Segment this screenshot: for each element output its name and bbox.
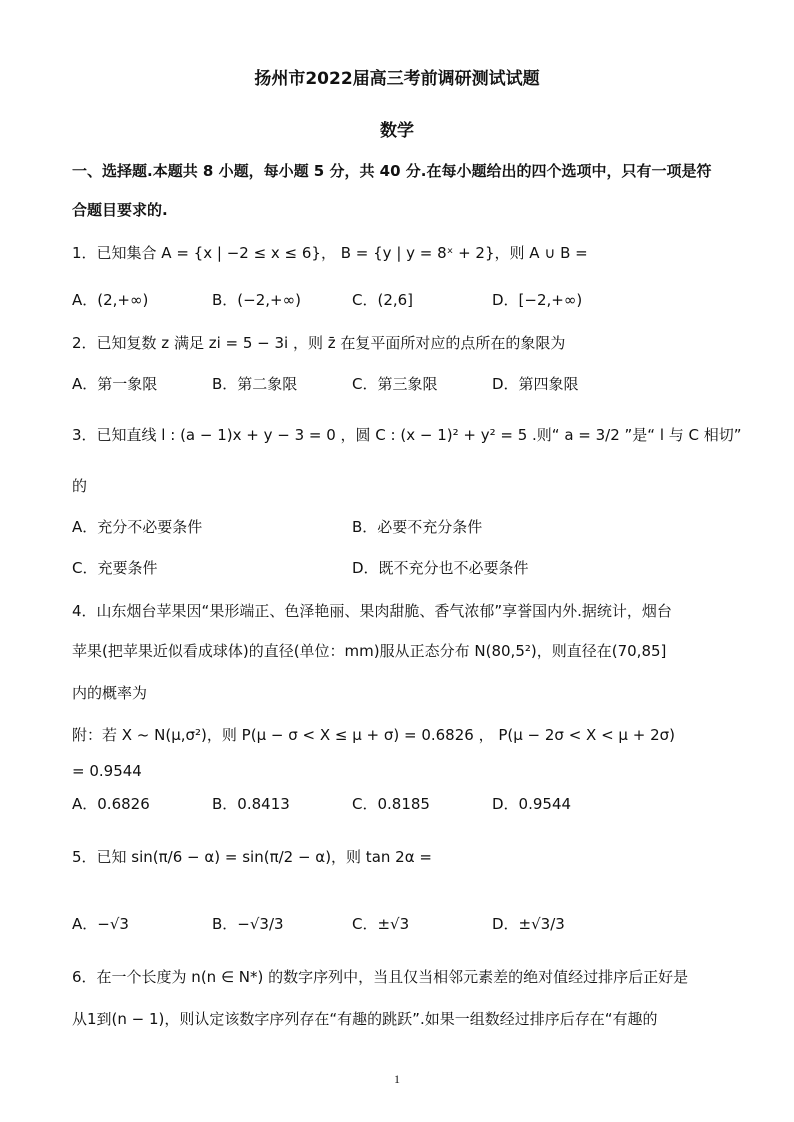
question-4-stem-line-3: 内的概率为 xyxy=(72,684,148,702)
question-3-option-b: B．必要不充分条件 xyxy=(352,518,483,536)
section-header-continued: 合题目要求的. xyxy=(72,201,168,219)
question-4-appendix: 附：若 X ~ N(μ,σ²)，则 P(μ − σ < X ≤ μ + σ) = 0.6826 ， P(μ − 2σ < X < μ + 2σ) xyxy=(72,726,675,744)
question-2-stem: 2．已知复数 z 满足 zi = 5 − 3i ，则 z̄ 在复平面所对应的点所在的象限为 xyxy=(72,334,566,352)
page-title: 扬州市2022届高三考前调研测试试题 xyxy=(254,69,540,89)
question-5-option-c: C．±√3 xyxy=(352,915,410,933)
question-1-option-c: C．(2,6] xyxy=(352,291,414,309)
question-6-stem-line-2: 从1到(n − 1)，则认定该数字序列存在“有趣的跳跃”.如果一组数经过排序后存在“有趣的 xyxy=(72,1010,658,1028)
question-2-option-b: B．第二象限 xyxy=(212,375,298,393)
question-4-appendix-continued: = 0.9544 xyxy=(72,762,142,780)
question-1-option-d: D．[−2,+∞) xyxy=(492,291,583,309)
question-6-stem-line-1: 6．在一个长度为 n(n ∈ N*) 的数字序列中，当且仅当相邻元素差的绝对值经过排序后正好是 xyxy=(72,968,689,986)
question-5-option-b: B．−√3/3 xyxy=(212,915,284,933)
question-4-option-c: C．0.8185 xyxy=(352,795,430,813)
question-3-stem-continued: 的 xyxy=(72,477,88,495)
question-3-option-c: C．充要条件 xyxy=(72,559,158,577)
question-3-stem: 3．已知直线 l : (a − 1)x + y − 3 = 0 ，圆 C : (x − 1)² + y² = 5 .则“ a = 3/2 ”是“ l 与 C 相切” xyxy=(72,426,742,444)
question-1-option-b: B．(−2,+∞) xyxy=(212,291,301,309)
question-4-stem-line-2: 苹果(把苹果近似看成球体)的直径(单位：mm)服从正态分布 N(80,5²)，则直径在(70,85] xyxy=(72,642,667,660)
question-3-option-d: D．既不充分也不必要条件 xyxy=(352,559,529,577)
question-4-stem-line-1: 4．山东烟台苹果因“果形端正、色泽艳丽、果肉甜脆、香气浓郁”享誉国内外.据统计，烟台 xyxy=(72,602,672,620)
question-3-option-a: A．充分不必要条件 xyxy=(72,518,203,536)
subject-title: 数学 xyxy=(380,121,414,141)
question-2-option-d: D．第四象限 xyxy=(492,375,579,393)
question-4-option-b: B．0.8413 xyxy=(212,795,290,813)
question-1-stem: 1．已知集合 A = {x | −2 ≤ x ≤ 6}， B = {y | y = 8ˣ + 2}，则 A ∪ B = xyxy=(72,244,588,262)
section-header: 一、选择题.本题共 8 小题，每小题 5 分，共 40 分.在每小题给出的四个选项中，只有一项是符 xyxy=(72,162,712,180)
page-number: 1 xyxy=(394,1072,400,1086)
question-4-option-d: D．0.9544 xyxy=(492,795,572,813)
question-2-option-c: C．第三象限 xyxy=(352,375,438,393)
question-4-option-a: A．0.6826 xyxy=(72,795,150,813)
question-5-stem: 5．已知 sin(π/6 − α) = sin(π/2 − α)，则 tan 2α = xyxy=(72,848,432,866)
question-1-option-a: A．(2,+∞) xyxy=(72,291,149,309)
question-5-option-d: D．±√3/3 xyxy=(492,915,565,933)
question-5-option-a: A．−√3 xyxy=(72,915,129,933)
question-2-option-a: A．第一象限 xyxy=(72,375,158,393)
